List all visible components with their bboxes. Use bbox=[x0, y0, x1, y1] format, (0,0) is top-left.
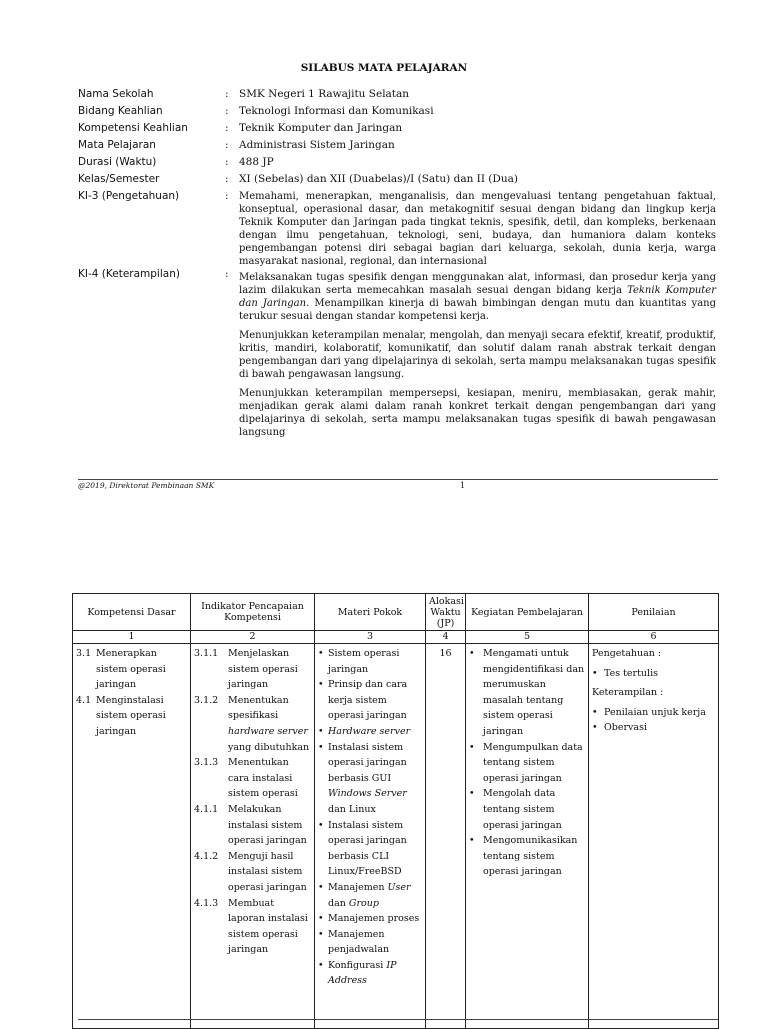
syllabus-table bbox=[72, 593, 719, 1029]
kegiatan-item: • Mengumpulkan data tentang sistem operasi jaringan bbox=[469, 740, 585, 787]
info-colon: : bbox=[225, 173, 229, 185]
kegiatan-item: • Mengolah data tentang sistem operasi jaringan bbox=[469, 786, 585, 833]
info-label: Kelas/Semester bbox=[78, 173, 160, 185]
info-value: 488 JP bbox=[239, 156, 274, 168]
indikator-item: 4.1.3 Membuat laporan instalasi sistem operasi jaringan bbox=[194, 897, 308, 956]
info-value: Teknologi Informasi dan Komunikasi bbox=[239, 105, 434, 117]
alokasi-cell: 16 bbox=[426, 644, 466, 1029]
materi-cell bbox=[315, 644, 426, 1029]
ki3-text: Memahami, menerapkan, menganalisis, dan mengevaluasi tentang pengetahuan faktual, konseptual, operasional dasar, dan metakognitif sesuai dengan bidang dan lingkup kerja Teknik Komputer dan Jaringan pada tingkat teknis, spesifik, detil, dan kompleks, berkenaan dengan ilmu pengetahuan, teknologi, seni, budaya, dan humaniora dalam konteks pengembangan potensi diri sebagai bagian dari keluarga, sekolah, dunia kerja, warga masyarakat nasional, regional, dan internasional bbox=[239, 191, 716, 267]
page-title: SILABUS MATA PELAJARAN bbox=[300, 62, 468, 74]
column-number: 5 bbox=[466, 631, 589, 644]
info-colon: : bbox=[225, 88, 229, 100]
info-colon: : bbox=[225, 268, 229, 280]
ki4-paragraph-3: Menunjukkan keterampilan mempersepsi, kesiapan, meniru, membiasakan, gerak mahir, menjadikan gerak alami dalam ranah konkret terkait dengan pengembangan dari yang dipelajarinya di sekolah, serta mampu melaksanakan tugas spesifik di bawah pengawasan langsung bbox=[239, 388, 716, 438]
info-label: Bidang Keahlian bbox=[78, 105, 163, 117]
materi-item: • Hardware server bbox=[318, 724, 422, 740]
ki4-paragraph-1: Melaksanakan tugas spesifik dengan menggunakan alat, informasi, dan prosedur kerja yang lazim dilakukan serta memecahkan masalah sesuai dengan bidang kerja Teknik Komputer dan Jaringan. Menampilkan kinerja di bawah bimbingan dengan mutu dan kuantitas yang terukur sesuai dengan standar kompetensi kerja. bbox=[239, 272, 717, 322]
table-row bbox=[73, 644, 719, 1029]
kegiatan-item: • Mengomunikasikan tentang sistem operasi jaringan bbox=[469, 833, 585, 880]
penilaian-heading: Pengetahuan : bbox=[592, 648, 662, 659]
column-number: 3 bbox=[315, 631, 426, 644]
header-alokasi-waktu: Alokasi Waktu (JP) bbox=[426, 594, 466, 631]
header-penilaian: Penilaian bbox=[589, 594, 719, 631]
penilaian-item: • Tes tertulis bbox=[592, 666, 715, 682]
info-colon: : bbox=[225, 156, 229, 168]
info-colon: : bbox=[225, 139, 229, 151]
materi-item: • Manajemen penjadwalan bbox=[318, 927, 422, 958]
indikator-item: 3.1.2 Menentukan spesifikasi hardware server yang dibutuhkan bbox=[194, 694, 310, 753]
materi-item: • Manajemen User dan Group bbox=[318, 880, 422, 911]
indikator-item: 3.1.3 Menentukan cara instalasi sistem operasi bbox=[194, 757, 298, 800]
kegiatan-item: • Mengamati untuk mengidentifikasi dan merumuskan masalah tentang sistem operasi jaringan bbox=[469, 646, 585, 740]
info-colon: : bbox=[225, 122, 229, 134]
indikator-item: 4.1.1 Melakukan instalasi sistem operasi jaringan bbox=[194, 803, 307, 847]
penilaian-heading: Keterampilan : bbox=[592, 687, 664, 699]
kd-item: 4.1 Menginstalasi sistem operasi jaringan bbox=[76, 694, 166, 737]
info-value: XI (Sebelas) dan XII (Duabelas)/I (Satu) dan II (Dua) bbox=[239, 173, 518, 185]
materi-item: • Konfigurasi IP Address bbox=[318, 958, 422, 989]
info-label: Kompetensi Keahlian bbox=[78, 122, 188, 134]
indikator-cell bbox=[191, 644, 315, 1029]
header-indikator: Indikator Pencapaian Kompetensi bbox=[191, 594, 315, 631]
indikator-item: 3.1.1 Menjelaskan sistem operasi jaringan bbox=[194, 648, 298, 691]
penilaian-item: • Obervasi bbox=[592, 720, 715, 736]
penilaian-cell bbox=[589, 644, 719, 1029]
kd-item: 3.1 Menerapkan sistem operasi jaringan bbox=[76, 648, 166, 691]
info-label: Durasi (Waktu) bbox=[78, 156, 157, 168]
materi-item: • Instalasi sistem operasi jaringan berbasis CLI Linux/FreeBSD bbox=[318, 818, 422, 880]
info-value: SMK Negeri 1 Rawajitu Selatan bbox=[239, 88, 410, 100]
column-number: 2 bbox=[191, 631, 315, 644]
materi-item: • Instalasi sistem operasi jaringan berbasis GUI Windows Server dan Linux bbox=[318, 740, 422, 818]
table-header-row bbox=[73, 594, 719, 631]
info-value: Administrasi Sistem Jaringan bbox=[239, 139, 395, 151]
info-colon: : bbox=[225, 105, 229, 117]
kegiatan-cell bbox=[466, 644, 589, 1029]
indikator-item: 4.1.2 Menguji hasil instalasi sistem operasi jaringan bbox=[194, 850, 307, 893]
ki4-paragraph-2: Menunjukkan keterampilan menalar, mengolah, dan menyaji secara efektif, kreatif, produktif, kritis, mandiri, kolaboratif, komunikatif, dan solutif dalam ranah abstrak terkait dengan pengembangan dari yang dipelajarinya di sekolah, serta mampu melaksanakan tugas spesifik di bawah pengawasan langsung. bbox=[239, 330, 716, 380]
ki3-label: KI-3 (Pengetahuan) bbox=[78, 190, 180, 202]
info-colon: : bbox=[225, 190, 229, 202]
column-number: 6 bbox=[589, 631, 719, 644]
kd-cell bbox=[73, 644, 191, 1029]
footer-page-number: 1 bbox=[460, 481, 466, 490]
info-label: Nama Sekolah bbox=[78, 88, 154, 100]
footer-divider bbox=[78, 479, 718, 480]
column-number: 1 bbox=[73, 631, 191, 644]
bottom-divider bbox=[78, 1019, 718, 1020]
header-kompetensi-dasar: Kompetensi Dasar bbox=[73, 594, 191, 631]
materi-item: • Manajemen proses bbox=[318, 911, 422, 927]
table-number-row bbox=[73, 631, 719, 644]
header-kegiatan-pembelajaran: Kegiatan Pembelajaran bbox=[466, 594, 589, 631]
info-label: Mata Pelajaran bbox=[78, 139, 156, 151]
info-value: Teknik Komputer dan Jaringan bbox=[239, 122, 403, 134]
header-materi-pokok: Materi Pokok bbox=[315, 594, 426, 631]
penilaian-item: • Penilaian unjuk kerja bbox=[592, 705, 715, 721]
materi-item: • Prinsip dan cara kerja sistem operasi jaringan bbox=[318, 677, 422, 724]
column-number: 4 bbox=[426, 631, 466, 644]
materi-item: • Sistem operasi jaringan bbox=[318, 646, 422, 677]
footer-copyright: @2019, Direktorat Pembinaan SMK bbox=[78, 481, 215, 490]
ki4-label: KI-4 (Keterampilan) bbox=[78, 268, 180, 280]
